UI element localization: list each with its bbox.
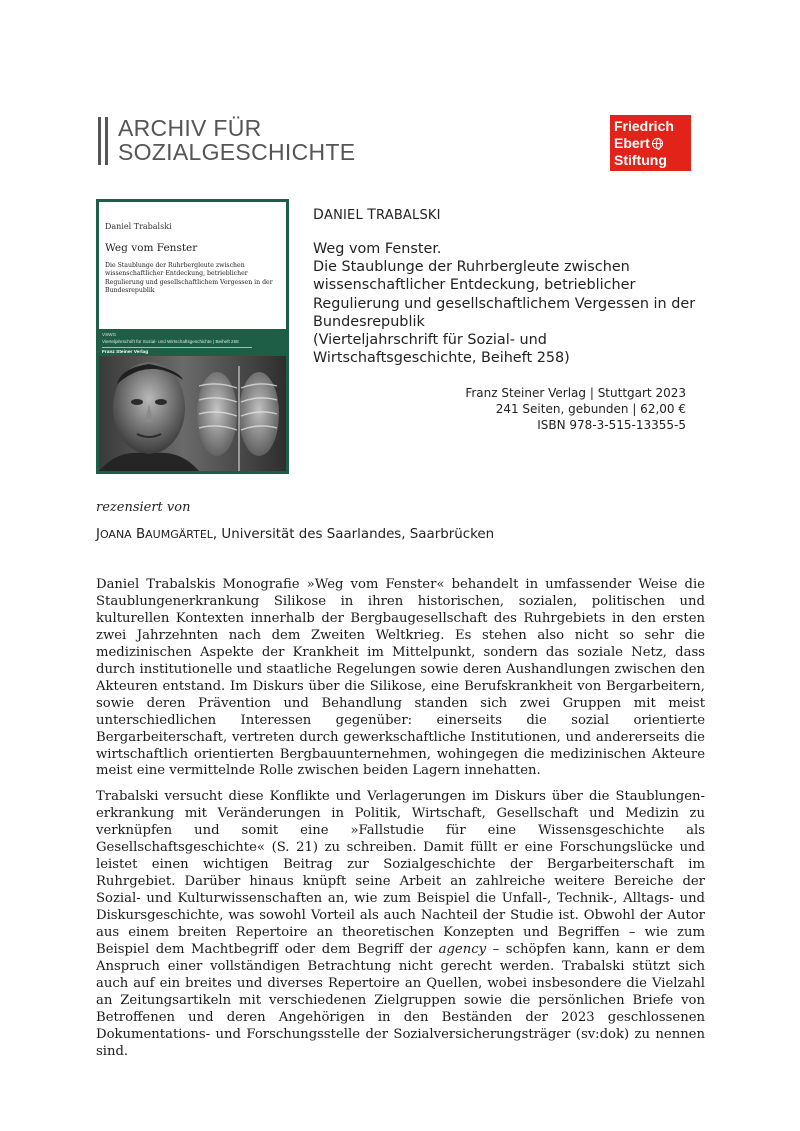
body-paragraph-2: Trabalski versucht diese Konflikte und Verlagerungen im Diskurs über die Staublungen-erkrankung mit Veränderungen in Politik, Wirtschaft, Gesellschaft und Medizin zu verknüpfen und somit eine »Fallstudie für eine Wissensgeschichte als Gesellschaftsgeschichte« (S. 21) zu schreiben. Damit füllt er eine Forschungslücke und leistet einen wichtigen Beitrag zur Sozialgeschichte der Bergarbeiterschaft im Ruhrgebiet. Darüber hinaus knüpft seine Arbeit an zahlreiche weitere Bereiche der Sozial- und Kulturwissenschaften an, wie zum Beispiel die Unfall-, Technik-, Alltags- und Diskursgeschichte, was sowohl Vorteil als auch Nachteil der Studie ist. Obwohl der Autor aus einem breiten Repertoire an theoretischen Konzepten und Begriffen – wie zum Beispiel dem Machtbegriff oder dem Begriff der agency – schöpfen kann, kann er dem Anspruch einer vollständigen Betrachtung nicht gerecht werden. Trabalski stützt sich auch auf ein breites und diverses Repertoire an Quellen, wobei insbesondere die Vielzahl an Zeitungsartikeln mit verschiedenen Zielgruppen sowie die persönlichen Briefe von Betroffenen und deren Angehörigen in den Beständen der 2023 geschlossenen Dokumentations- und Forschungsstelle der Sozialversicherungsträger (sv:dok) zu nennen sind. <box>96 789 706 1059</box>
cover-title-panel <box>99 202 286 329</box>
journal-logo-text <box>118 116 355 164</box>
cover-title: Weg vom Fenster <box>105 242 198 254</box>
book-title: Weg vom Fenster. <box>313 241 442 257</box>
body-paragraph-1: Daniel Trabalskis Monografie »Weg vom Fenster« behandelt in umfassender Weise die Staublungenerkrankung Silikose in ihren historischen, sozialen, politischen und kulturellen Kontexten innerhalb der Bergbaugesellschaft des Ruhrgebiets in den ersten zwei Jahrzehnten nach dem Zweiten Weltkrieg. Es stehen also nicht so sehr die medizinischen Aspekte der Krankheit im Mittelpunkt, sondern das soziale Netz, dass durch institutionelle und staatliche Regelungen sowie deren Aushandlungen zwischen den Akteuren entstand. Im Diskurs über die Silikose, eine Berufskrankheit von Bergarbeitern, sowie deren Prävention und Behandlung standen sich zwei Gruppen mit meist unterschiedlichen Interessen gegenüber: einerseits die sozial orientierte Bergarbeiterschaft, vertreten durch gewerkschaftliche Institutionen, und andererseits die wirtschaftlich orientierten Bergbauunternehmen, wohingegen die medizinischen Akteure meist eine vermittelnde Rolle zwischen beiden Lagern innehatten. <box>96 577 705 779</box>
cover-photo-miner-xray <box>99 356 286 471</box>
book-title-block <box>313 240 713 367</box>
book-series: (Vierteljahrschrift für Sozial- und Wirtschaftsgeschichte, Beiheft 258) <box>313 332 570 367</box>
book-author: DANIEL TRABALSKI <box>313 207 441 223</box>
isbn-line: ISBN 978-3-515-13355-5 <box>537 418 686 432</box>
cover-series <box>102 332 284 345</box>
globe-icon <box>652 138 663 149</box>
reviewer: JOANA BAUMGÄRTEL, Universität des Saarlandes, Saarbrücken <box>96 527 495 542</box>
journal-logo-line1: ARCHIV FÜR <box>118 115 262 141</box>
book-cover <box>96 199 289 474</box>
cover-series-line2: Vierteljahrschrift für Sozial- und Wirtschaftsgeschichte | Beiheft 258 <box>102 338 239 344</box>
publication-details <box>465 385 686 433</box>
cover-divider <box>102 347 252 348</box>
cover-publisher: Franz Steiner Verlag <box>102 350 149 355</box>
pages-price-line: 241 Seiten, gebunden | 62,00 € <box>495 402 686 416</box>
journal-logo <box>98 116 355 165</box>
fes-logo-line2-wrap <box>614 135 691 152</box>
journal-logo-bars-icon <box>98 117 108 165</box>
book-subtitle: Die Staublunge der Ruhrbergleute zwischen wissenschaftlicher Entdeckung, betrieblicher Regulierung und gesellschaftlichem Vergessen in der Bundesrepublik <box>313 259 696 330</box>
cover-series-line1: VSWG <box>102 332 117 337</box>
review-body <box>96 577 705 1070</box>
journal-logo-line2: SOZIALGESCHICHTE <box>118 139 356 165</box>
cover-subtitle: Die Staublunge der Ruhrbergleute zwischen wissenschaftlicher Entdeckung, betrieblicher Regulierung und gesellschaftlichem Vergessen in der Bundesrepublik <box>105 262 273 295</box>
reviewed-by-label: rezensiert von <box>96 500 191 515</box>
fes-logo <box>610 115 691 171</box>
publisher-line: Franz Steiner Verlag | Stuttgart 2023 <box>465 386 686 400</box>
fes-logo-line3: Stiftung <box>614 152 667 168</box>
cover-author: Daniel Trabalski <box>105 222 172 231</box>
fes-logo-line2: Ebert <box>614 135 650 151</box>
fes-logo-line1: Friedrich <box>614 118 674 134</box>
